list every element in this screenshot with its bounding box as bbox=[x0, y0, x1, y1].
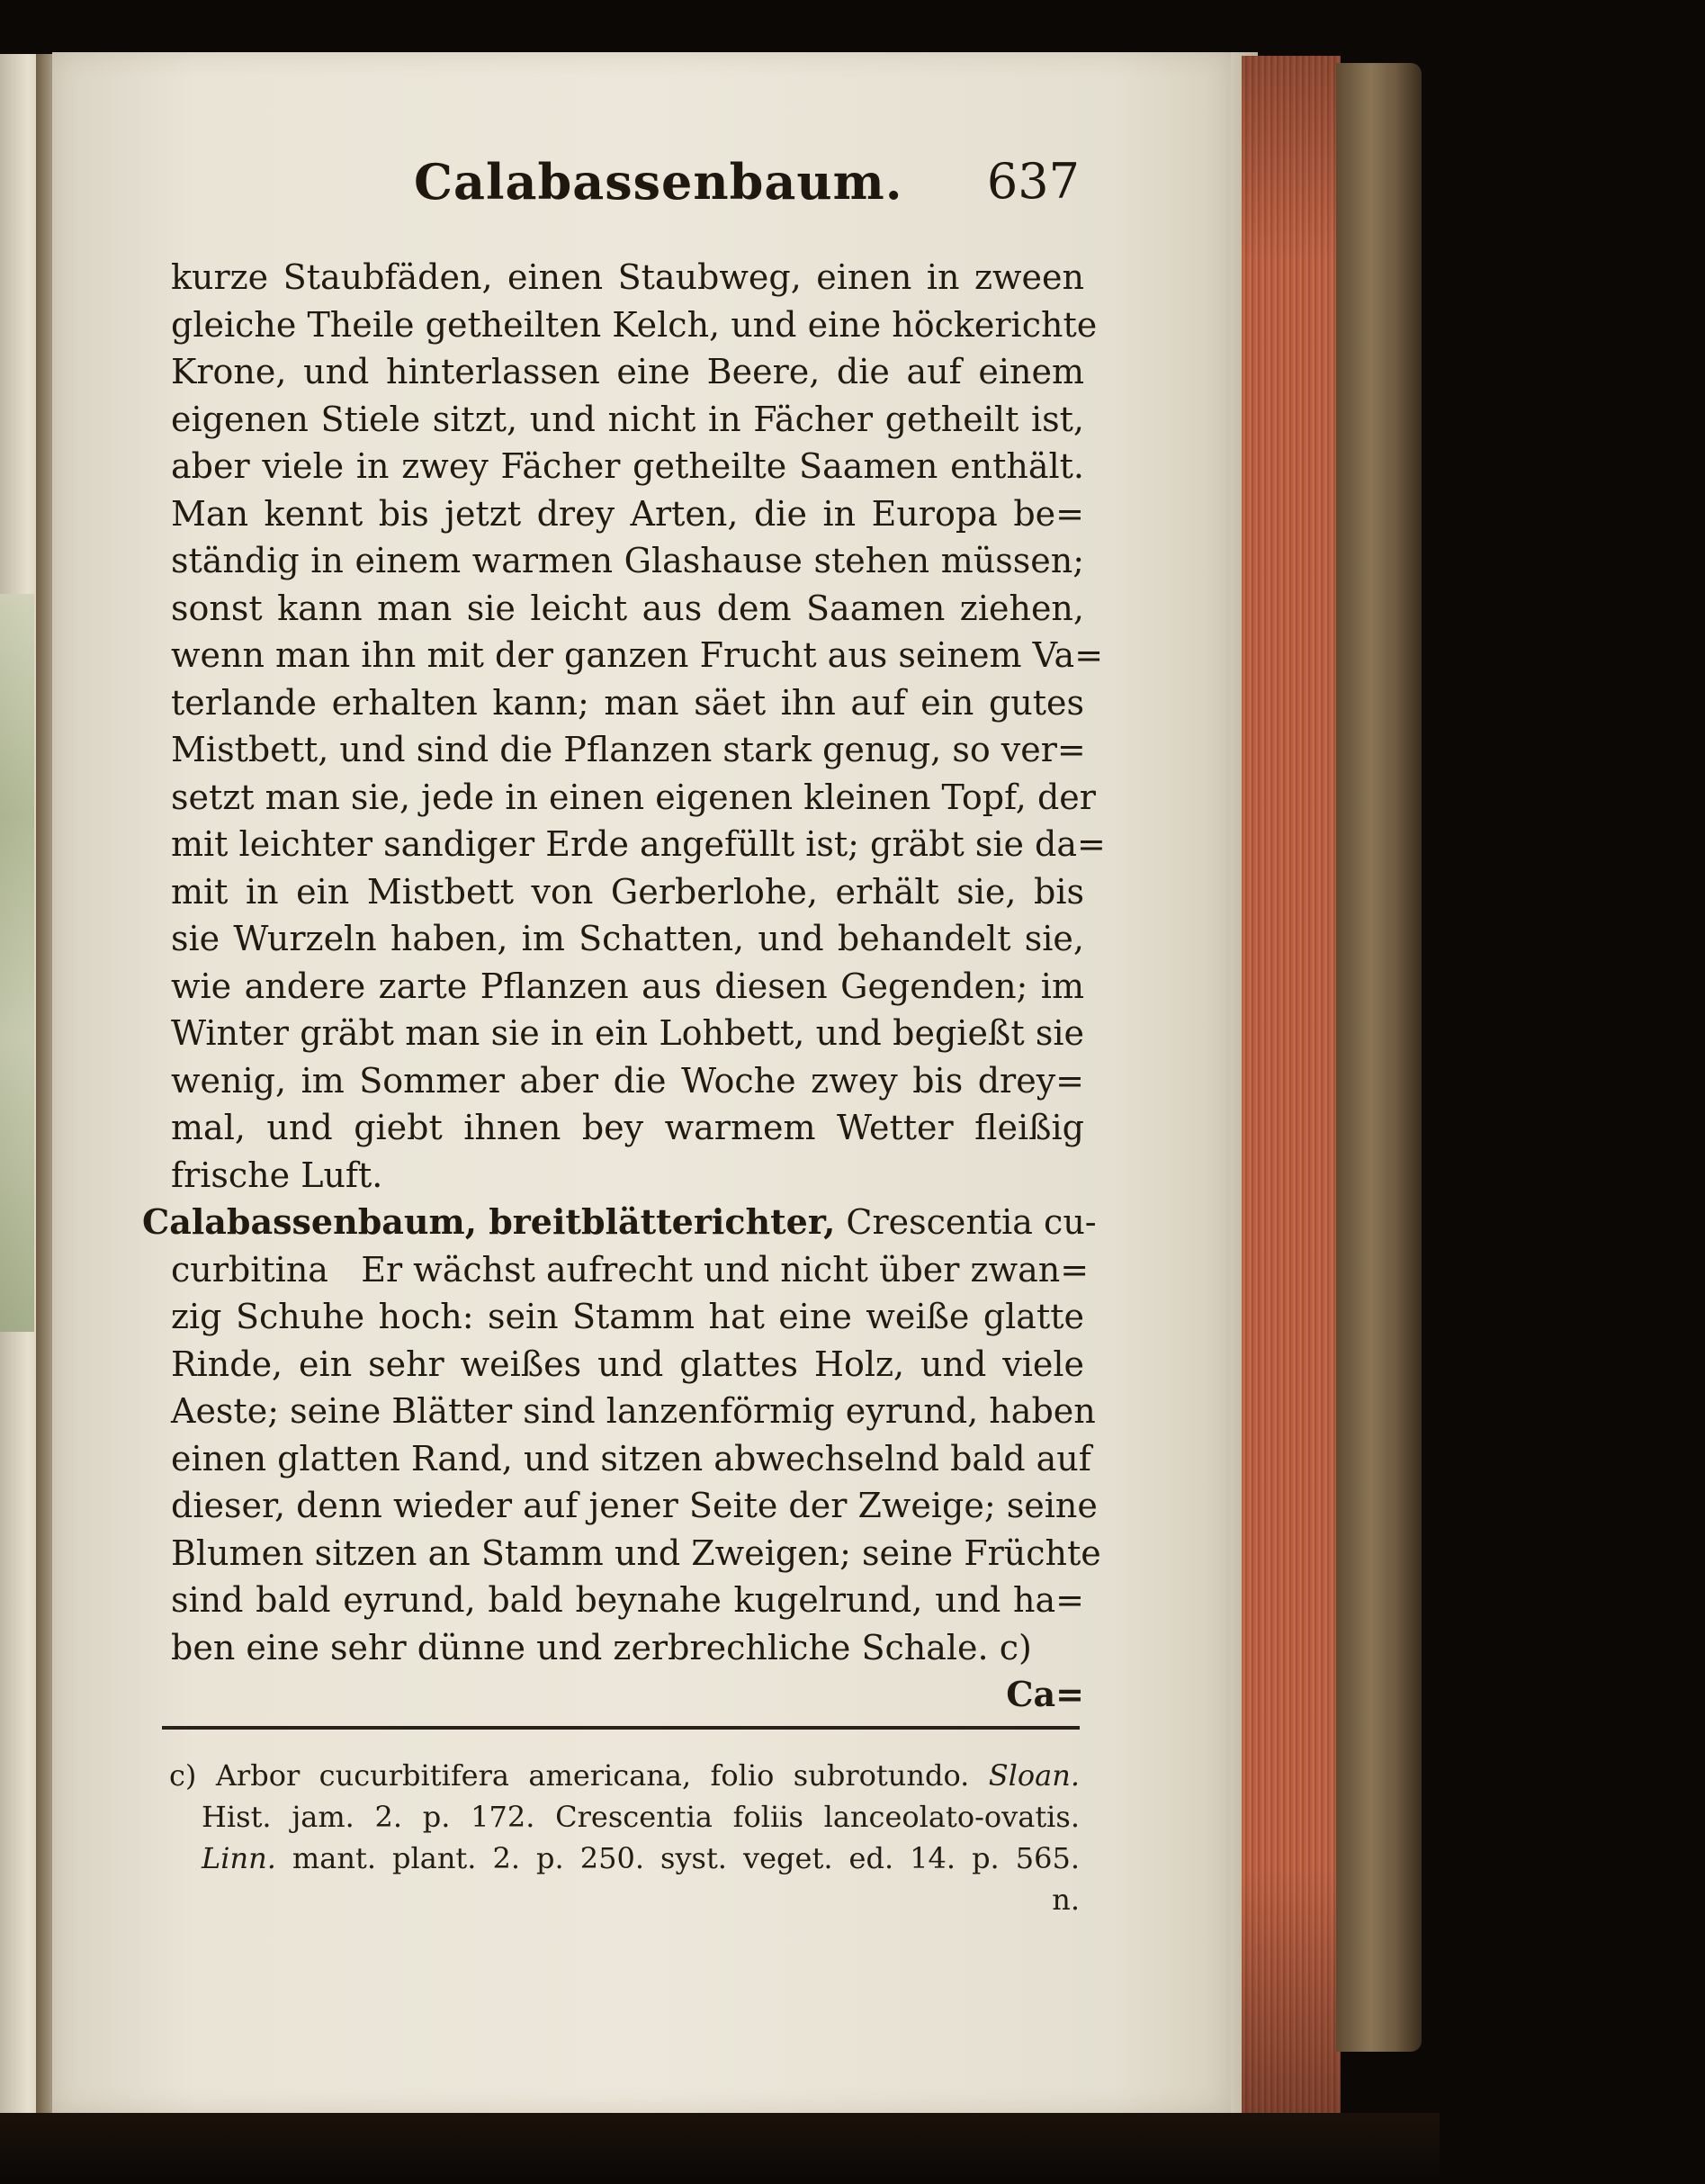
page-header bbox=[144, 153, 1080, 225]
footnote-text: mant. plant. 2. p. 250. syst. veget. ed. 14. p. 565. bbox=[292, 1841, 1081, 1875]
text-line: terlande erhalten kann; man säet ihn auf ein gutes bbox=[171, 682, 1084, 723]
text-line: frische Luft. bbox=[171, 1155, 383, 1195]
footnote-line bbox=[169, 1755, 1080, 1796]
footnote-marker: c) bbox=[169, 1758, 197, 1793]
entry-line: Rinde, ein sehr weißes und glattes Holz, und viele bbox=[171, 1344, 1084, 1384]
entry-line: Aeste; seine Blätter sind lanzenförmig eyrund, haben bbox=[171, 1391, 1096, 1431]
footnote-author: Sloan. bbox=[988, 1758, 1081, 1793]
text-line: sie Wurzeln haben, im Schatten, und behandelt sie, bbox=[171, 919, 1084, 958]
background-shadow bbox=[0, 2113, 1440, 2184]
body-text bbox=[142, 254, 1106, 1719]
facing-plate-illustration bbox=[0, 594, 34, 1332]
text-line: Krone, und hinterlassen eine Beere, die auf einem bbox=[171, 352, 1084, 391]
text-line: sonst kann man sie leicht aus dem Saamen ziehen, bbox=[171, 588, 1084, 628]
entry-text: Er wächst aufrecht und nicht über zwan= bbox=[361, 1249, 1090, 1290]
text-line: aber viele in zwey Fächer getheilte Saamen enthält. bbox=[171, 446, 1084, 486]
text-line: Winter gräbt man sie in ein Lohbett, und begießt sie bbox=[171, 1013, 1084, 1053]
entry-line: ben eine sehr dünne und zerbrechliche Schale. c) bbox=[171, 1627, 1032, 1667]
page-edge-shade bbox=[1242, 56, 1341, 2117]
entry-latin-name: Crescentia cu- bbox=[846, 1202, 1097, 1242]
text-line: mit in ein Mistbett von Gerberlohe, erhält sie, bis bbox=[171, 871, 1084, 912]
entry-line: zig Schuhe hoch: sein Stamm hat eine weiße glatte bbox=[171, 1297, 1084, 1336]
entry-line: dieser, denn wieder auf jener Seite der Zweige; seine bbox=[171, 1486, 1098, 1525]
catchword: Ca= bbox=[1006, 1674, 1084, 1714]
page-number: 637 bbox=[986, 153, 1080, 210]
entry-heading-line bbox=[142, 1199, 1097, 1246]
text-line: wenn man ihn mit der ganzen Frucht aus seinem Va= bbox=[171, 635, 1104, 675]
text-line: ständig in einem warmen Glashause stehen müssen; bbox=[171, 541, 1084, 580]
text-line: mal, und giebt ihnen bey warmem Wetter fleißig bbox=[171, 1108, 1084, 1147]
entry-line: sind bald eyrund, bald beynahe kugelrund, und ha= bbox=[171, 1580, 1084, 1620]
text-line: mit leichter sandiger Erde angefüllt ist; gräbt sie da= bbox=[171, 824, 1106, 864]
text-line: Mistbett, und sind die Pflanzen stark genug, so ver= bbox=[171, 730, 1086, 769]
book-cover-edge bbox=[1336, 63, 1422, 2052]
footnote-author: Linn. bbox=[202, 1841, 276, 1875]
text-line: gleiche Theile getheilten Kelch, und eine höckerichte bbox=[171, 304, 1098, 345]
entry-line: einen glatten Rand, und sitzen abwechselnd bald auf bbox=[171, 1438, 1091, 1478]
footnote-text: Arbor cucurbitifera americana, folio subrotundo. bbox=[215, 1758, 970, 1793]
text-line: setzt man sie, jede in einen eigenen kleinen Topf, der bbox=[171, 777, 1096, 817]
running-head: Calabassenbaum. bbox=[414, 153, 903, 211]
text-line: eigenen Stiele sitzt, und nicht in Fächer getheilt ist, bbox=[171, 399, 1084, 439]
text-line: wenig, im Sommer aber die Woche zwey bis drey= bbox=[171, 1060, 1084, 1101]
text-line: Man kennt bis jetzt drey Arten, die in Europa be= bbox=[171, 493, 1084, 534]
footnote-rule bbox=[162, 1726, 1080, 1730]
text-line: wie andere zarte Pflanzen aus diesen Gegenden; im bbox=[171, 966, 1084, 1006]
footnote-line: Hist. jam. 2. p. 172. Crescentia foliis lanceolato-ovatis. bbox=[202, 1800, 1080, 1834]
entry-line: Blumen sitzen an Stamm und Zweigen; seine Früchte bbox=[171, 1532, 1101, 1573]
footnote-line: n. bbox=[1052, 1883, 1080, 1917]
footnotes bbox=[169, 1755, 1080, 1920]
text-line: kurze Staubfäden, einen Staubweg, einen in zween bbox=[171, 257, 1084, 297]
entry-latin-name-cont: curbitina bbox=[171, 1249, 328, 1290]
entry-headword: Calabassenbaum, breitblätterichter, bbox=[142, 1201, 836, 1242]
footnote-line bbox=[169, 1838, 1080, 1879]
entry-line bbox=[171, 1246, 1090, 1294]
